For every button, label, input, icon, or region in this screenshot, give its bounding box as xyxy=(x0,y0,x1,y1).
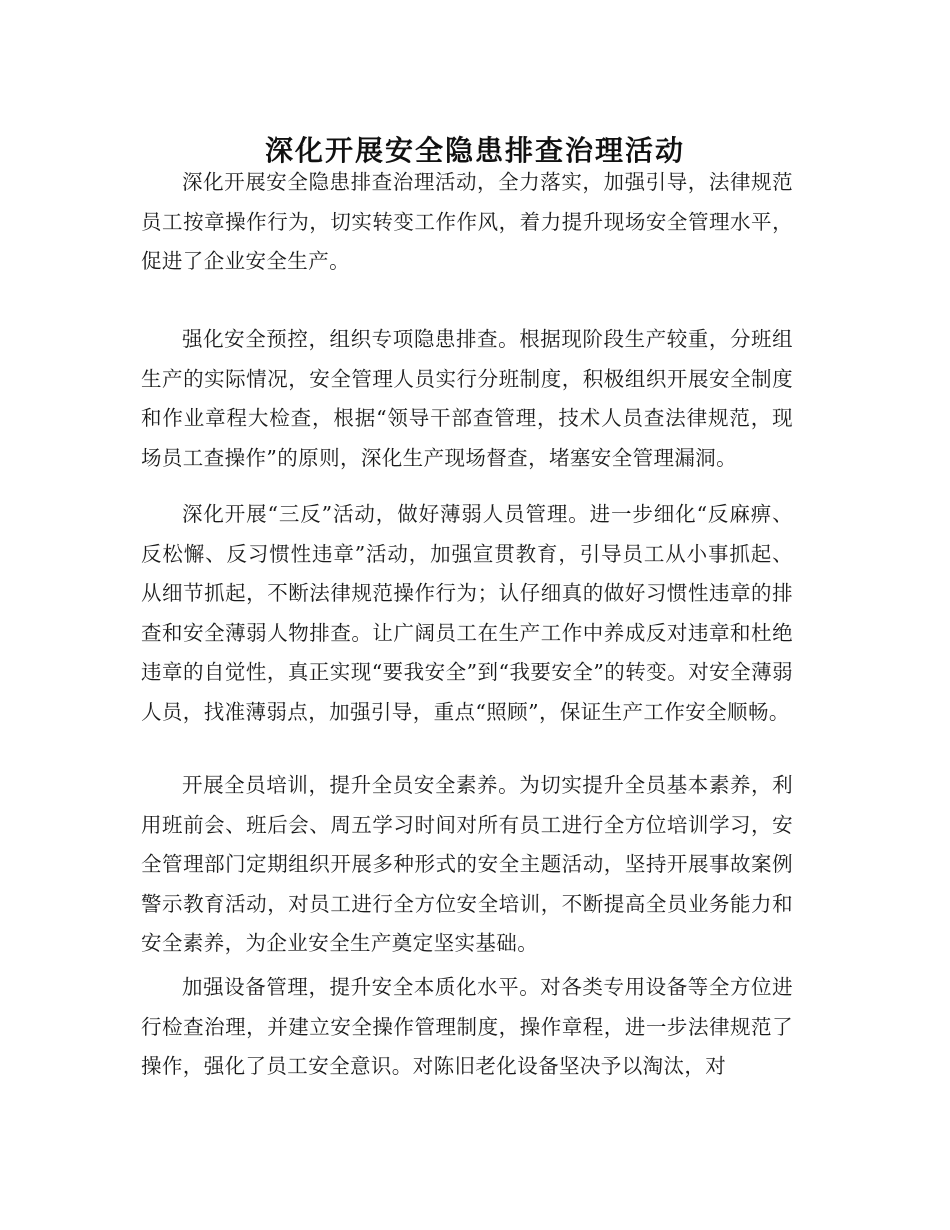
paragraph-hazard-inspection: 深化开展安全隐患排查治理活动，全力落实，加强引导，法律规范员工按章操作行为，切实转变工作作风，着力提升现场安全管理水平，促进了企业安全生产。 xyxy=(141,170,793,273)
paragraph-equipment-management: 加强设备管理，提升安全本质化水平。对各类专用设备等全方位进行检查治理，并建立安全操作管理制度，操作章程，进一步法律规范了操作，强化了员工安全意识。对陈旧老化设备坚决予以淘汰，对 xyxy=(141,975,793,1078)
paragraph-three-anti-campaign: 深化开展“三反”活动，做好薄弱人员管理。进一步细化“反麻痹、反松懈、反习惯性违章”活动，加强宣贯教育，引导员工从小事抓起、从细节抓起，不断法律规范操作行为；认仔细真的做好习惯性违章的排查和安全薄弱人物排查。让广阔员工在生产工作中养成反对违章和杜绝违章的自觉性，真正实现“要我安全”到“我要安全”的转变。对安全薄弱人员，找准薄弱点，加强引导，重点“照顾”，保证生产工作安全顺畅。 xyxy=(141,502,793,724)
paragraph-safety-precontrol: 强化安全预控，组织专项隐患排查。根据现阶段生产较重，分班组生产的实际情况，安全管理人员实行分班制度，积极组织开展安全制度和作业章程大检查，根据“领导干部查管理，技术人员查法律规范，现场员工查操作”的原则，深化生产现场督查，堵塞安全管理漏洞。 xyxy=(141,327,793,470)
paragraph-staff-training: 开展全员培训，提升全员安全素养。为切实提升全员基本素养，利用班前会、班后会、周五学习时间对所有员工进行全方位培训学习，安全管理部门定期组织开展多种形式的安全主题活动，坚持开展事故案例警示教育活动，对员工进行全方位安全培训，不断提高全员业务能力和安全素养，为企业安全生产奠定坚实基础。 xyxy=(141,773,793,955)
document-title: 深化开展安全隐患排查治理活动 xyxy=(264,133,685,167)
